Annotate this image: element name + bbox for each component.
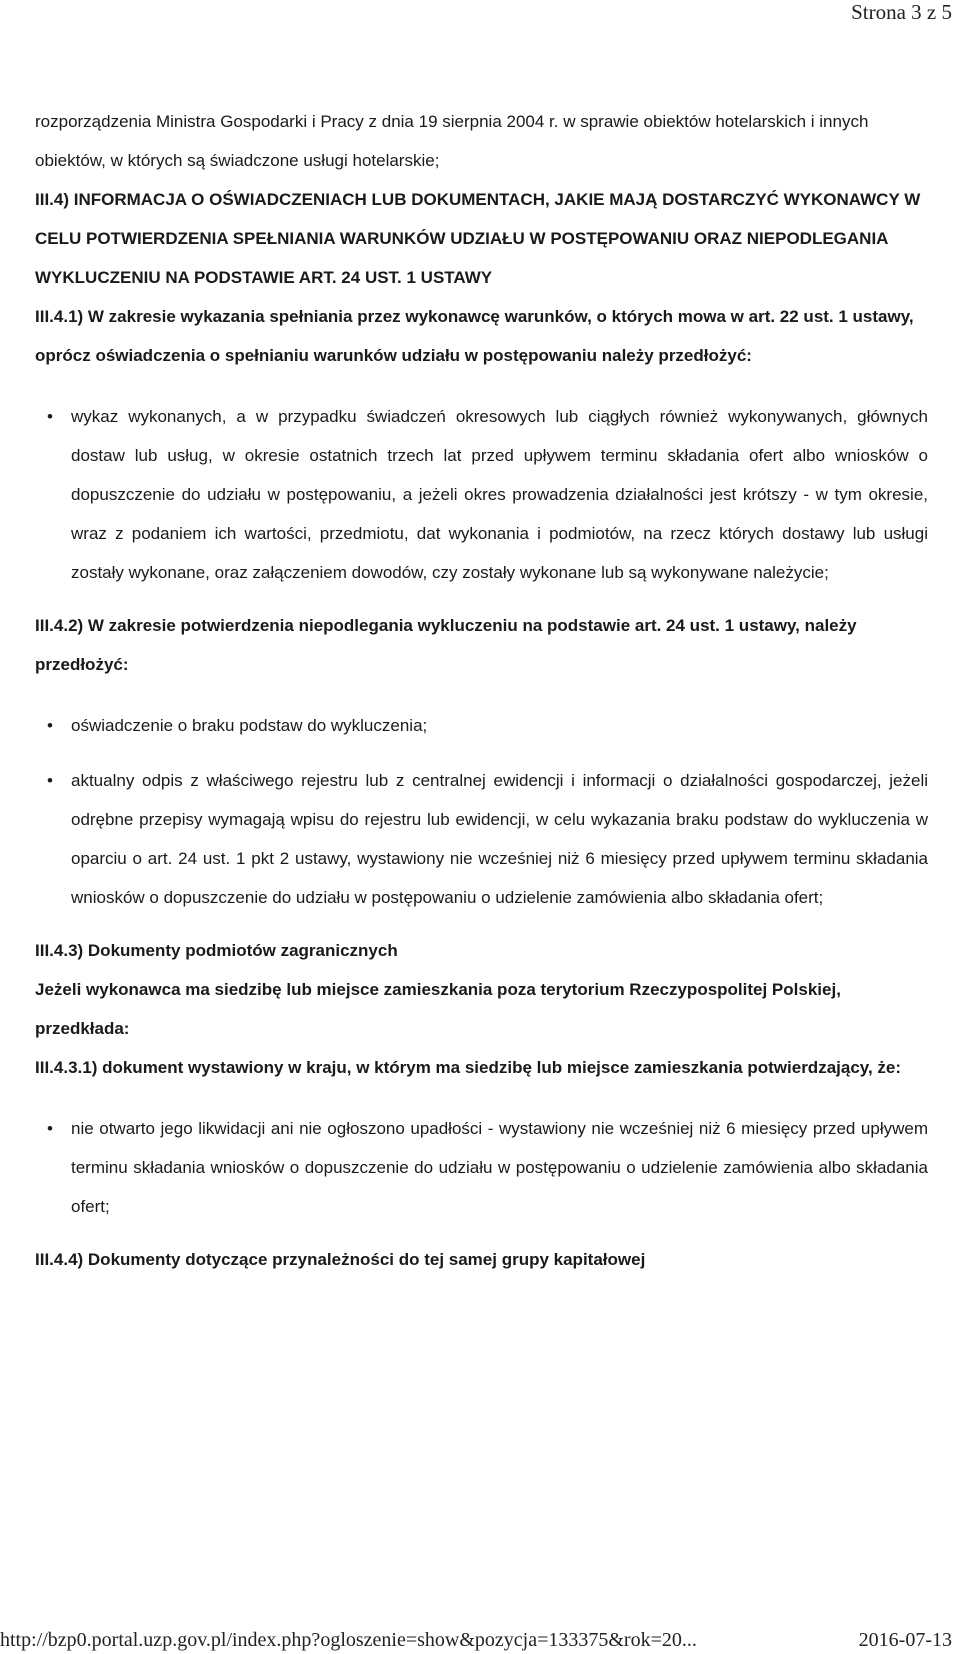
spacer — [35, 1087, 928, 1109]
section-iii42-heading: III.4.2) W zakresie potwierdzenia niepodlegania wykluczeniu na podstawie art. 24 ust. 1 ustawy, należy przedłożyć: — [35, 616, 857, 674]
section-iii4-heading: III.4) INFORMACJA O OŚWIADCZENIACH LUB DOKUMENTACH, JAKIE MAJĄ DOSTARCZYĆ WYKONAWCY W CELU POTWIERDZENIA SPEŁNIANIA WARUNKÓW UDZIAŁU W POSTĘPOWANIU ORAZ NIEPODLEGANIA WYKLUCZENIU NA PODSTAWIE ART. 24 UST. 1 USTAWY — [35, 190, 921, 287]
list-item: • oświadczenie o braku podstaw do wykluczenia; — [35, 706, 928, 745]
page-footer — [0, 1626, 960, 1654]
document-body — [35, 102, 928, 1279]
section-iii431-heading: III.4.3.1) dokument wystawiony w kraju, w którym ma siedzibę lub miejsce zamieszkania potwierdzający, że: — [35, 1058, 902, 1077]
section-iii44-heading: III.4.4) Dokumenty dotyczące przynależności do tej samej grupy kapitałowej — [35, 1250, 646, 1269]
spacer — [35, 592, 928, 606]
footer-url: http://bzp0.portal.uzp.gov.pl/index.php?ogloszenie=show&pozycja=133375&rok=20... — [0, 1629, 697, 1651]
page-number: Strona 3 z 5 — [851, 0, 952, 24]
section-iii43-heading: III.4.3) Dokumenty podmiotów zagranicznych — [35, 941, 398, 960]
spacer — [35, 684, 928, 706]
footer-date: 2016-07-13 — [858, 1629, 952, 1651]
section-iii431-list — [35, 1109, 928, 1226]
spacer — [35, 1226, 928, 1240]
section-iii43-subheading: Jeżeli wykonawca ma siedzibę lub miejsce zamieszkania poza terytorium Rzeczypospolitej Polskiej, przedkłada: — [35, 980, 841, 1038]
spacer — [35, 917, 928, 931]
section-iii42-list — [35, 706, 928, 917]
spacer — [35, 375, 928, 397]
list-item: • nie otwarto jego likwidacji ani nie ogłoszono upadłości - wystawiony nie wcześniej niż 6 miesięcy przed upływem terminu składania wniosków o dopuszczenie do udziału w postępowaniu o udzielenie zamówienia albo składania ofert; — [35, 1109, 928, 1226]
section-iii41-heading: III.4.1) W zakresie wykazania spełniania przez wykonawcę warunków, o których mowa w art. 22 ust. 1 ustawy, oprócz oświadczenia o spełnianiu warunków udziału w postępowaniu należy przedłożyć: — [35, 307, 914, 365]
intro-paragraph: rozporządzenia Ministra Gospodarki i Pracy z dnia 19 sierpnia 2004 r. w sprawie obiektów hotelarskich i innych obiektów, w których są świadczone usługi hotelarskie; — [35, 112, 869, 170]
list-item: • aktualny odpis z właściwego rejestru lub z centralnej ewidencji i informacji o działalności gospodarczej, jeżeli odrębne przepisy wymagają wpisu do rejestru lub ewidencji, w celu wykazania braku podstaw do wykluczenia w oparciu o art. 24 ust. 1 pkt 2 ustawy, wystawiony nie wcześniej niż 6 miesięcy przed upływem terminu składania wniosków o dopuszczenie do udziału w postępowaniu o udzielenie zamówienia albo składania ofert; — [35, 761, 928, 917]
section-iii41-list — [35, 397, 928, 592]
list-item: • wykaz wykonanych, a w przypadku świadczeń okresowych lub ciągłych również wykonywanych, głównych dostaw lub usług, w okresie ostatnich trzech lat przed upływem terminu składania ofert albo wniosków o dopuszczenie do udziału w postępowaniu, a jeżeli okres prowadzenia działalności jest krótszy - w tym okresie, wraz z podaniem ich wartości, przedmiotu, dat wykonania i podmiotów, na rzecz których dostawy lub usługi zostały wykonane, oraz załączeniem dowodów, czy zostały wykonane lub są wykonywane należycie; — [35, 397, 928, 592]
